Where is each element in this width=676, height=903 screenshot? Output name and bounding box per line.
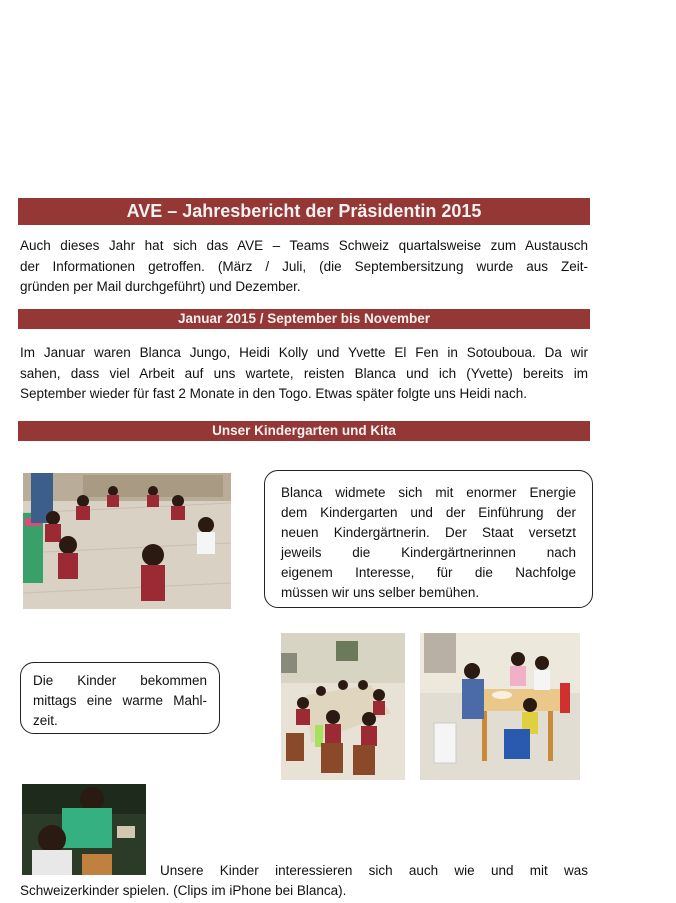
intro-line: Auch dieses Jahr hat sich das AVE – Teams Schweiz quartalsweise zum Austausch [20, 238, 588, 253]
closing-line: Schweizerkinder spielen. (Clips im iPhone bei Blanca). [20, 883, 347, 898]
box-line: dem Kindergarten und der Einführung der [281, 505, 576, 520]
box-line: mittags eine warme Mahl- [33, 693, 207, 708]
box-line: müssen wir uns selber bemühen. [281, 585, 480, 600]
closing-line: Unsere Kinder interessieren sich auch wie und mit was [160, 863, 588, 878]
box-line: neuen Kindergärtnerin. Der Staat versetzt [281, 525, 576, 540]
page-title: AVE – Jahresbericht der Präsidentin 2015 [18, 198, 590, 225]
section1-line: September wieder für fast 2 Monate in den Togo. Etwas später folgte uns Heidi nach. [20, 386, 528, 401]
section-heading-kindergarten: Unser Kindergarten und Kita [18, 421, 590, 441]
kindergarten-info-box [264, 470, 593, 608]
section1-line: Im Januar waren Blanca Jungo, Heidi Kolly und Yvette El Fen in Sotouboua. Da wir [20, 345, 588, 360]
lunch-table-photo [281, 633, 405, 780]
box-line: eigenem Interesse, für die Nachfolge [281, 565, 576, 580]
section1-paragraph [20, 343, 588, 405]
kindergarten-floor-photo [23, 473, 231, 609]
closing-paragraph [20, 861, 588, 901]
lunch-info-box [20, 662, 220, 734]
intro-paragraph [20, 236, 588, 298]
intro-line: der Informationen getroffen. (März / Juli, (die Septembersitzung wurde aus Zeit- [20, 258, 588, 274]
small-table-photo [420, 633, 580, 780]
intro-line: gründen per Mail durchgeführt) und Dezember. [20, 279, 301, 294]
box-line: zeit. [33, 713, 58, 728]
section-heading-january: Januar 2015 / September bis November [18, 309, 590, 329]
box-line: Die Kinder bekommen [33, 673, 207, 688]
section1-line: sahen, dass viel Arbeit auf uns wartete, reisten Blanca und ich (Yvette) bereits im [20, 365, 588, 381]
box-line: Blanca widmete sich mit enormer Energie [281, 485, 576, 500]
box-line: jeweils die Kindergärtnerinnen nach [281, 545, 576, 560]
